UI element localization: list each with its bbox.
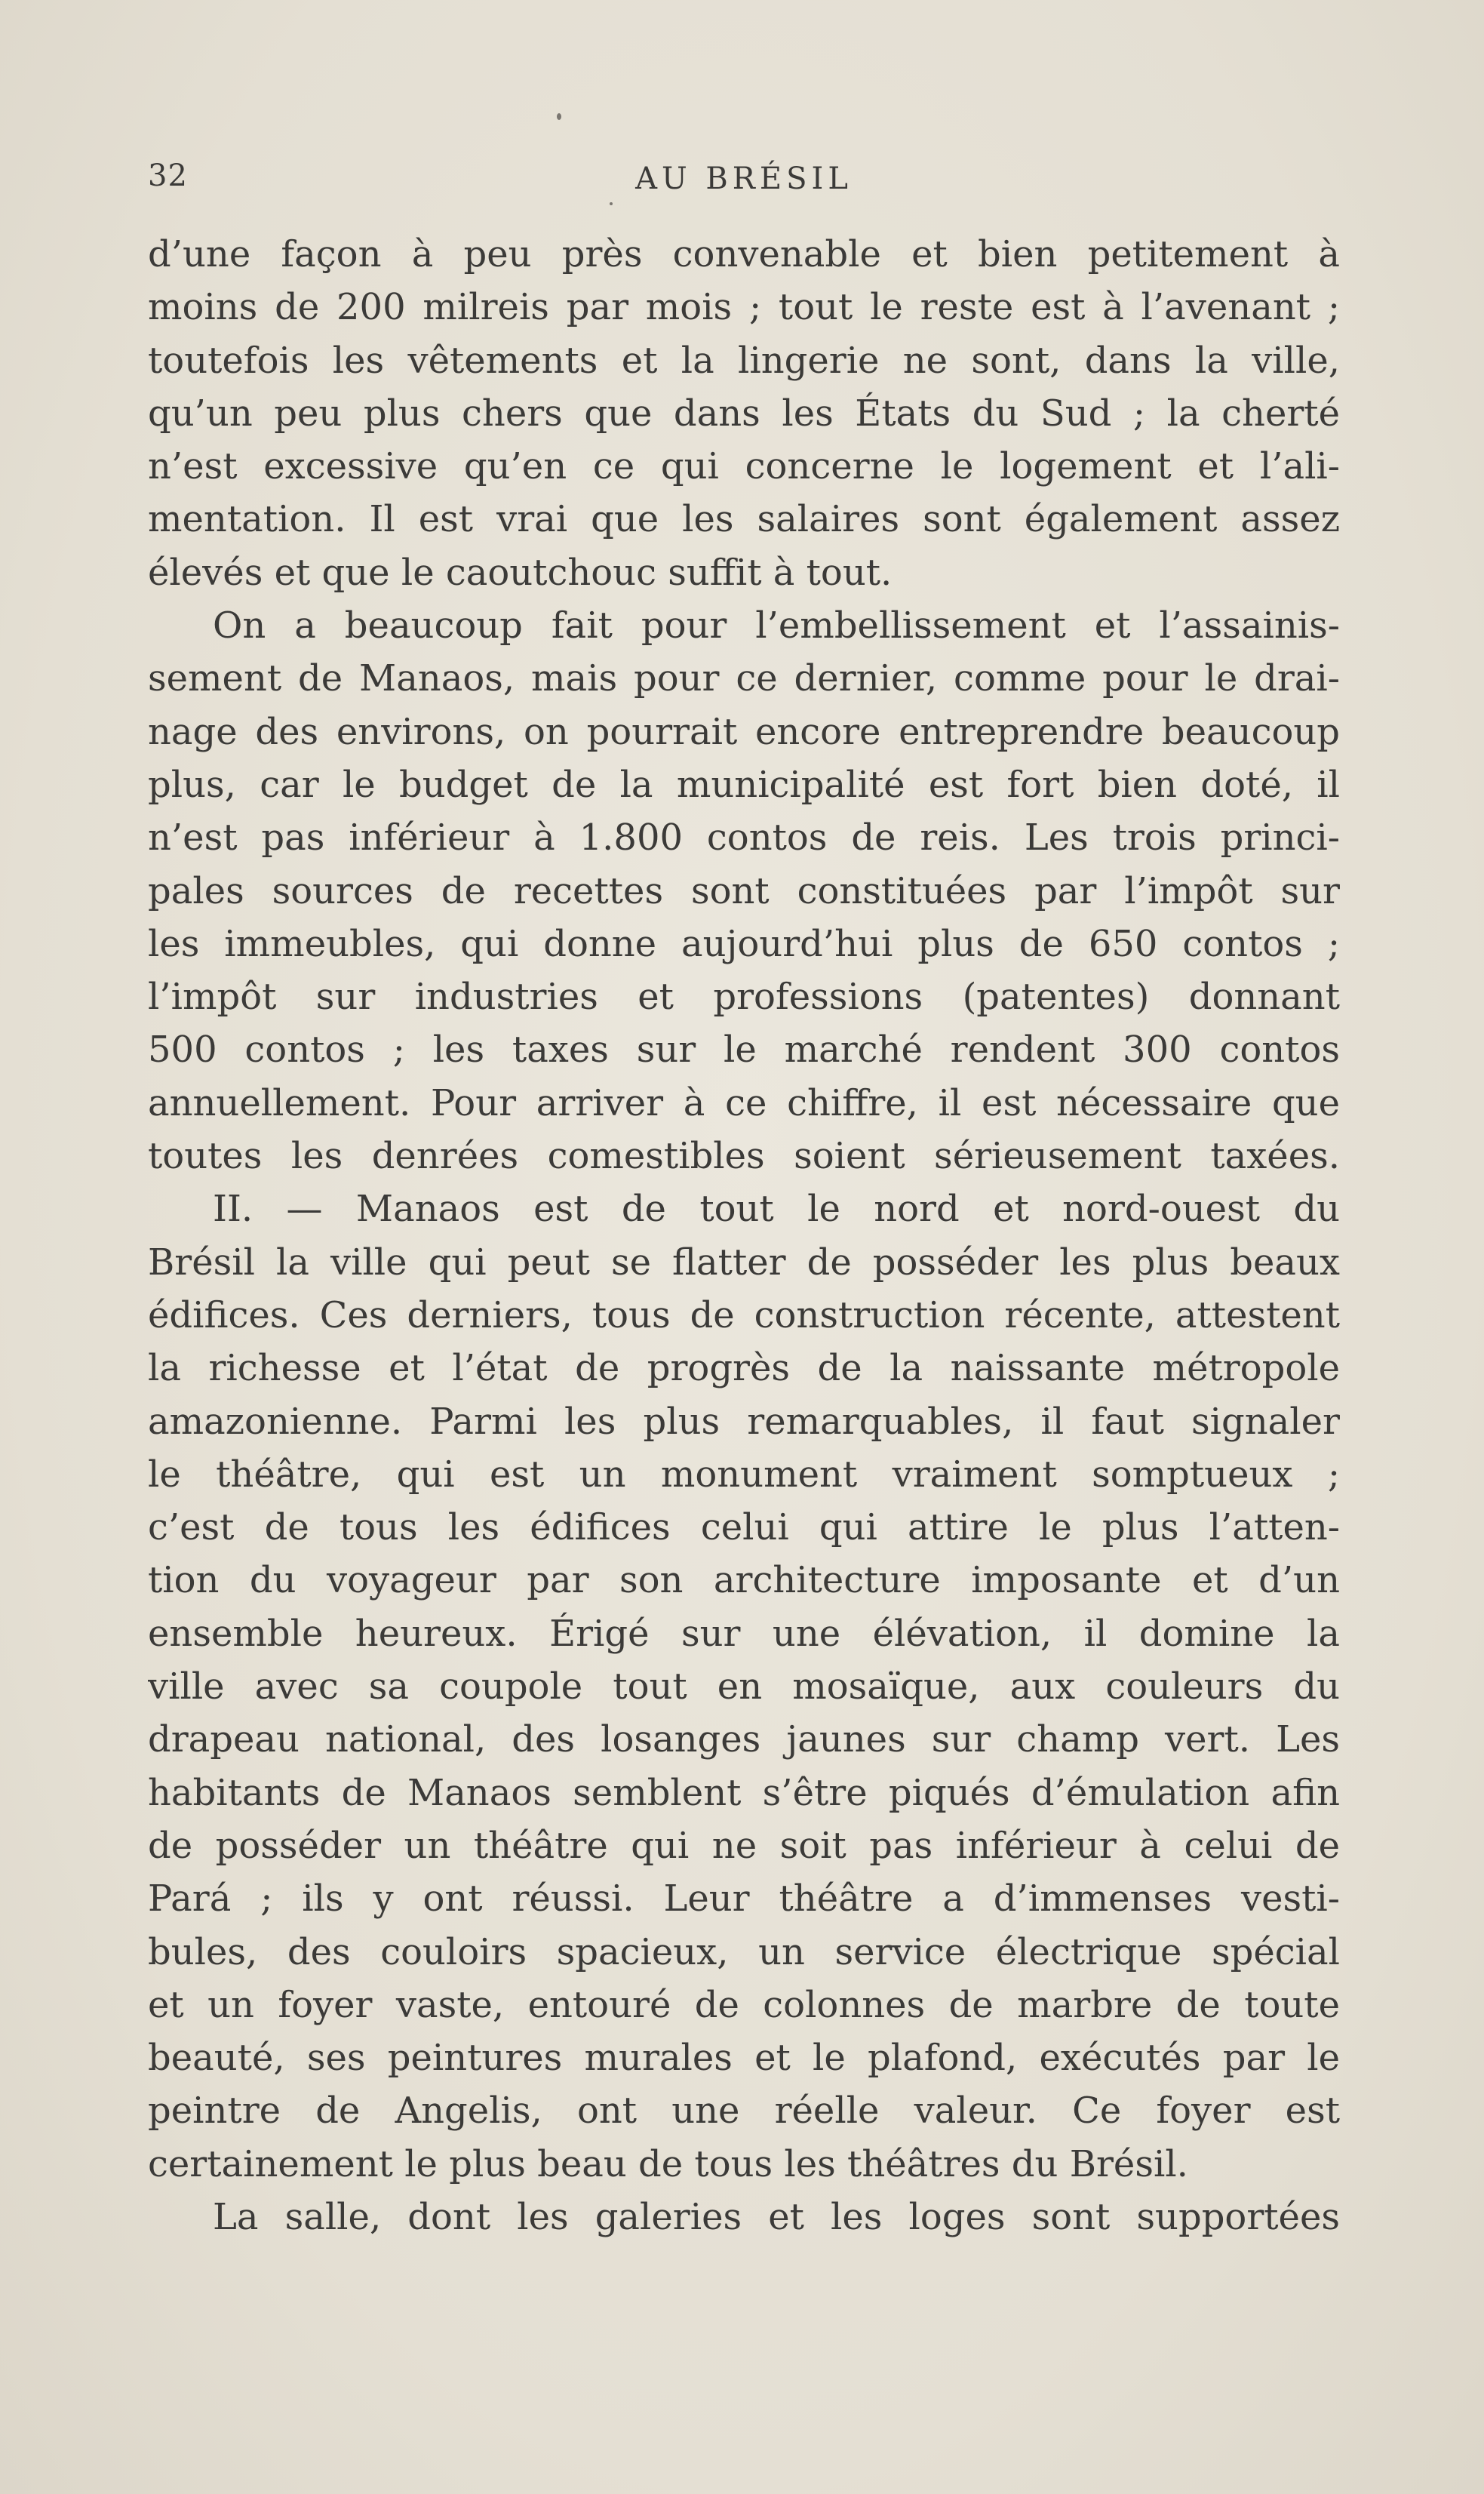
text-line: n’est excessive qu’en ce qui concerne le logement et l’ali- [148, 445, 1340, 488]
text-line: élevés et que le caoutchouc suffit à tout. [148, 551, 893, 594]
text-line: édifices. Ces derniers, tous de construction récente, attestent [148, 1293, 1340, 1336]
text-line: la richesse et l’état de progrès de la naissante métropole [148, 1347, 1340, 1390]
text-line: Brésil la ville qui peut se flatter de posséder les plus beaux [148, 1241, 1340, 1284]
text-line: de posséder un théâtre qui ne soit pas inférieur à celui de [148, 1824, 1340, 1867]
text-line: n’est pas inférieur à 1.800 contos de reis. Les trois princi- [148, 816, 1340, 860]
page-header [148, 158, 1340, 204]
text-line: amazonienne. Parmi les plus remarquables, il faut signaler [148, 1400, 1340, 1443]
page-number: 32 [148, 158, 188, 193]
text-line: mentation. Il est vrai que les salaires sont également assez [148, 498, 1340, 541]
body-text [148, 228, 1340, 2243]
text-line: les immeubles, qui donne aujourd’hui plus de 650 contos ; [148, 922, 1340, 965]
text-line: certainement le plus beau de tous les théâtres du Brésil. [148, 2142, 1188, 2185]
text-line: toutes les denrées comestibles soient sérieusement taxées. [148, 1135, 1340, 1178]
text-line: ville avec sa coupole tout en mosaïque, aux couleurs du [148, 1665, 1340, 1708]
text-line: le théâtre, qui est un monument vraiment somptueux ; [148, 1453, 1340, 1496]
text-line: d’une façon à peu près convenable et bien petitement à [148, 233, 1340, 275]
text-line: habitants de Manaos semblent s’être piqués d’émulation afin [148, 1771, 1340, 1814]
paragraph-start: La salle, dont les galeries et les loges sont supportées [213, 2195, 1340, 2238]
text-line: plus, car le budget de la municipalité est fort bien doté, il [148, 763, 1340, 806]
paragraph-start: II. — Manaos est de tout le nord et nord-ouest du [213, 1188, 1340, 1231]
paragraph-start: On a beaucoup fait pour l’embellissement et l’assainis- [213, 604, 1340, 647]
text-line: moins de 200 milreis par mois ; tout le reste est à l’avenant ; [148, 286, 1340, 329]
text-line: peintre de Angelis, ont une réelle valeur. Ce foyer est [148, 2090, 1340, 2133]
running-head: AU BRÉSIL [635, 161, 853, 196]
text-line: drapeau national, des losanges jaunes sur champ vert. Les [148, 1718, 1340, 1761]
text-line: qu’un peu plus chers que dans les États du Sud ; la cherté [148, 392, 1340, 435]
text-line: tion du voyageur par son architecture imposante et d’un [148, 1559, 1340, 1602]
text-line: c’est de tous les édifices celui qui attire le plus l’atten- [148, 1506, 1340, 1549]
text-line: 500 contos ; les taxes sur le marché rendent 300 contos [148, 1029, 1340, 1072]
text-line: ensemble heureux. Érigé sur une élévation, il domine la [148, 1612, 1340, 1655]
text-line: l’impôt sur industries et professions (patentes) donnant [148, 976, 1340, 1019]
ink-speck [557, 113, 561, 120]
text-line: nage des environs, on pourrait encore entreprendre beaucoup [148, 710, 1340, 753]
text-line: beauté, ses peintures murales et le plafond, exécutés par le [148, 2037, 1340, 2080]
text-line: annuellement. Pour arriver à ce chiffre, il est nécessaire que [148, 1081, 1340, 1124]
text-line: bules, des couloirs spacieux, un service électrique spécial [148, 1930, 1340, 1973]
text-line: pales sources de recettes sont constituées par l’impôt sur [148, 869, 1340, 912]
text-line: et un foyer vaste, entouré de colonnes de marbre de toute [148, 1983, 1340, 2026]
text-line: sement de Manaos, mais pour ce dernier, comme pour le drai- [148, 657, 1340, 700]
text-line: toutefois les vêtements et la lingerie ne sont, dans la ville, [148, 339, 1340, 382]
text-line: Pará ; ils y ont réussi. Leur théâtre a d’immenses vesti- [148, 1877, 1340, 1920]
